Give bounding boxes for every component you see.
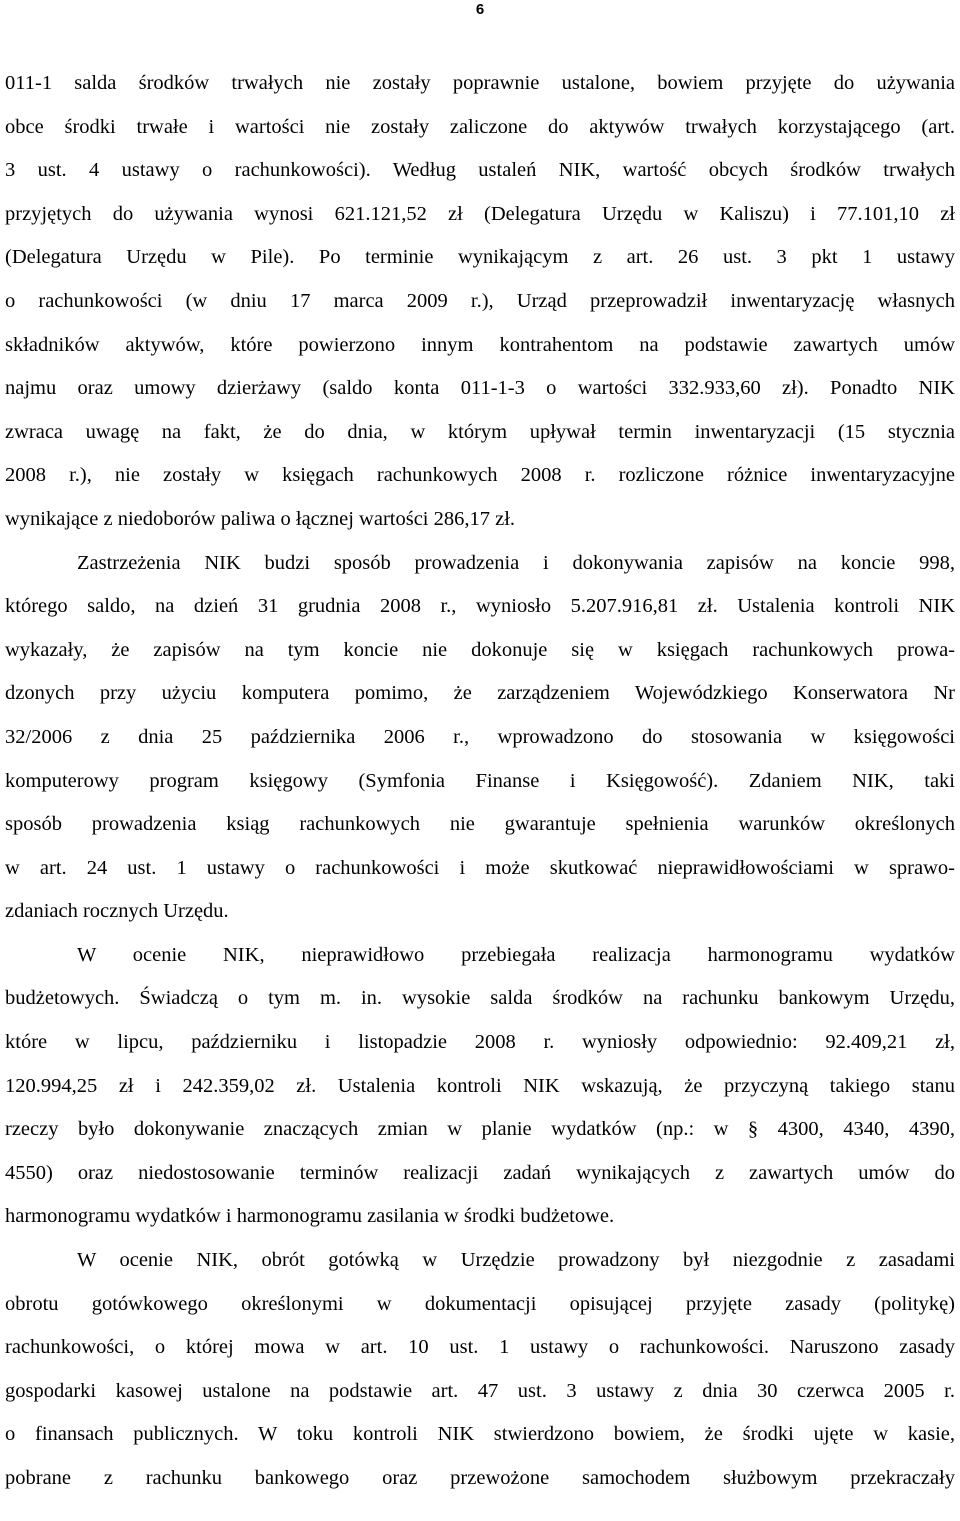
text-line: W ocenie NIK, nieprawidłowo przebiegała realizacja harmonogramu wydatków <box>77 943 955 966</box>
text-line: wynikające z niedoborów paliwa o łącznej wartości 286,17 zł. <box>5 507 516 530</box>
text-line: wykazały, że zapisów na tym koncie nie dokonuje się w księgach rachunkowych prowa- <box>5 638 955 661</box>
text-line: obrotu gotówkowego określonymi w dokumentacji opisującej przyjęte zasady (politykę) <box>5 1292 955 1315</box>
text-line: 2008 r.), nie zostały w księgach rachunkowych 2008 r. rozliczone różnice inwentaryzacyjne <box>5 464 955 487</box>
text-line: zwraca uwagę na fakt, że do dnia, w którym upływał termin inwentaryzacji (15 stycznia <box>5 420 955 443</box>
text-line: o finansach publicznych. W toku kontroli NIK stwierdzono bowiem, że środki ujęte w kasie, <box>5 1423 955 1446</box>
text-line: zdaniach rocznych Urzędu. <box>5 900 229 923</box>
text-line: którego saldo, na dzień 31 grudnia 2008 r., wyniosło 5.207.916,81 zł. Ustalenia kontroli NIK <box>5 595 955 618</box>
text-line: które w lipcu, październiku i listopadzie 2008 r. wyniosły odpowiednio: 92.409,21 zł, <box>5 1031 955 1054</box>
text-line: rachunkowości, o której mowa w art. 10 ust. 1 ustawy o rachunkowości. Naruszono zasady <box>5 1336 955 1359</box>
text-line: składników aktywów, które powierzono innym kontrahentom na podstawie zawartych umów <box>5 333 955 356</box>
paragraph <box>5 62 955 542</box>
text-line: 4550) oraz niedostosowanie terminów realizacji zadań wynikających z zawartych umów do <box>5 1161 955 1184</box>
text-line: sposób prowadzenia ksiąg rachunkowych nie gwarantuje spełnienia warunków określonych <box>5 813 955 836</box>
text-line: 3 ust. 4 ustawy o rachunkowości). Według ustaleń NIK, wartość obcych środków trwałych <box>5 159 955 182</box>
text-line: w art. 24 ust. 1 ustawy o rachunkowości i może skutkować nieprawidłowościami w sprawo- <box>5 856 955 879</box>
text-line: pobrane z rachunku bankowego oraz przewożone samochodem służbowym przekraczały <box>5 1467 955 1489</box>
text-line: harmonogramu wydatków i harmonogramu zasilania w środki budżetowe. <box>5 1205 615 1228</box>
text-line: najmu oraz umowy dzierżawy (saldo konta 011-1-3 o wartości 332.933,60 zł). Ponadto NIK <box>5 377 955 400</box>
text-line: przyjętych do używania wynosi 621.121,52 zł (Delegatura Urzędu w Kaliszu) i 77.101,10 zł <box>5 202 955 225</box>
text-line: obce środki trwałe i wartości nie zostały zaliczone do aktywów trwałych korzystającego (art. <box>5 115 955 138</box>
text-line: dzonych przy użyciu komputera pomimo, że zarządzeniem Wojewódzkiego Konserwatora Nr <box>5 682 955 705</box>
text-line: 32/2006 z dnia 25 października 2006 r., wprowadzono do stosowania w księgowości <box>5 725 955 748</box>
text-line: W ocenie NIK, obrót gotówką w Urzędzie prowadzony był niezgodnie z zasadami <box>77 1249 955 1272</box>
paragraph <box>5 934 955 1239</box>
text-line: budżetowych. Świadczą o tym m. in. wysokie salda środków na rachunku bankowym Urzędu, <box>5 987 955 1010</box>
text-line: (Delegatura Urzędu w Pile). Po terminie wynikającym z art. 26 ust. 3 pkt 1 ustawy <box>5 246 955 269</box>
text-line: o rachunkowości (w dniu 17 marca 2009 r.), Urząd przeprowadził inwentaryzację własnych <box>5 289 955 312</box>
text-line: gospodarki kasowej ustalone na podstawie art. 47 ust. 3 ustawy z dnia 30 czerwca 2005 r. <box>5 1379 955 1402</box>
page-number: 6 <box>475 1 485 18</box>
text-line: 120.994,25 zł i 242.359,02 zł. Ustalenia kontroli NIK wskazują, że przyczyną takiego stanu <box>5 1074 955 1097</box>
text-line: Zastrzeżenia NIK budzi sposób prowadzenia i dokonywania zapisów na koncie 998, <box>77 551 955 574</box>
text-line: 011-1 salda środków trwałych nie zostały poprawnie ustalone, bowiem przyjęte do używania <box>5 72 955 94</box>
paragraph <box>5 542 955 934</box>
document-body <box>5 62 955 1501</box>
text-line: komputerowy program księgowy (Symfonia Finanse i Księgowość). Zdaniem NIK, taki <box>5 769 955 792</box>
paragraph <box>5 1239 955 1501</box>
text-line: rzeczy było dokonywanie znaczących zmian w planie wydatków (np.: w § 4300, 4340, 4390, <box>5 1118 955 1141</box>
